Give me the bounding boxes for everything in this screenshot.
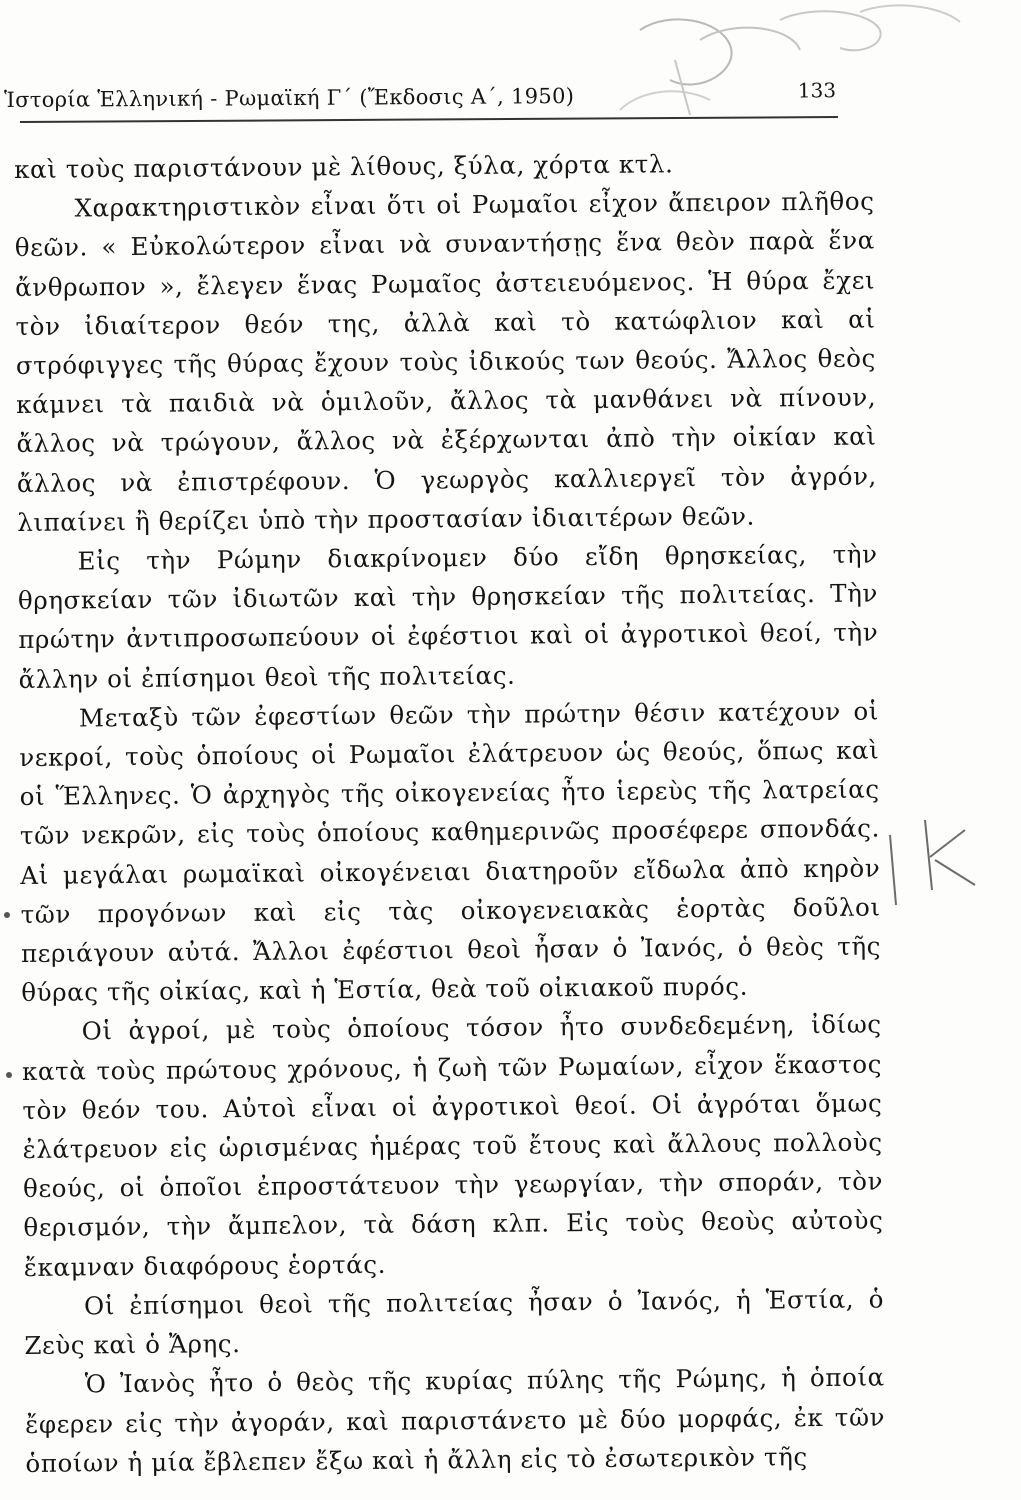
header-rule <box>20 116 838 123</box>
paragraph: Μεταξὺ τῶν ἐφεστίων θεῶν τὴν πρώτην θέσιν κατέχουν οἱ νεκροί, τοὺς ὁποίους οἱ Ρωμαῖοι ἐλάτρευον ὡς θεούς, ὅπως καὶ οἱ Ἕλληνες. Ὁ ἀρχηγὸς τῆς οἰκογενείας ἦτο ἱερεὺς τῆς λατρείας τῶν νεκρῶν, εἰς τοὺς ὁποίους καθημερινῶς προσέφερε σπονδάς. Αἱ μεγάλαι ρωμαϊκαὶ οἰκογένειαι διατηροῦν εἴδωλα ἀπὸ κηρὸν τῶν προγόνων καὶ εἰς τὰς οἰκογενειακὰς ἑορτὰς δοῦλοι περιάγουν αὐτά. Ἄλλοι ἐφέστιοι θεοὶ ἦσαν ὁ Ἰανός, ὁ θεὸς τῆς θύρας τῆς οἰκίας, καὶ ἡ Ἑστία, θεὰ τοῦ οἰκιακοῦ πυρός. <box>19 696 882 1008</box>
page-number: 133 <box>797 78 837 103</box>
body-text <box>14 142 886 1482</box>
paragraph: Χαρακτηριστικὸν εἶναι ὅτι οἱ Ρωμαῖοι εἶχον ἄπειρον πλῆθος θεῶν. « Εὐκολώτερον εἶναι νὰ συναντήσῃς ἕνα θεὸν παρὰ ἕνα ἄνθρωπον », ἔλεγεν ἕνας Ρωμαῖος ἀστειευόμενος. Ἡ θύρα ἔχει τὸν ἰδιαίτερον θεόν της, ἀλλὰ καὶ τὸ κατώφλιον καὶ αἱ στρόφιγγες τῆς θύρας ἔχουν τοὺς ἰδικούς των θεούς. Ἄλλος θεὸς κάμνει τὰ παιδιὰ νὰ ὁμιλοῦν, ἄλλος τὰ μανθάνει νὰ πίνουν, ἄλλος νὰ τρώγουν, ἄλλος νὰ ἐξέρχωνται ἀπὸ τὴν οἰκίαν καὶ ἄλλος νὰ ἐπιστρέφουν. Ὁ γεωργὸς καλλιεργεῖ τὸν ἀγρόν, λιπαίνει ἢ θερίζει ὑπὸ τὴν προστασίαν ἰδιαιτέρων θεῶν. <box>14 186 878 537</box>
paragraph: καὶ τοὺς παριστάνουν μὲ λίθους, ξύλα, χόρτα κτλ. <box>14 149 674 184</box>
running-header <box>4 80 836 116</box>
paper-speck <box>4 912 10 918</box>
margin-pencil-mark <box>880 815 990 915</box>
paragraph: Ὁ Ἰανὸς ἦτο ὁ θεὸς τῆς κυρίας πύλης τῆς Ρώμης, ἡ ὁποία ἔφερεν εἰς τὴν ἀγοράν, καὶ παριστάνετο μὲ δύο μορφάς, ἐκ τῶν ὁποίων ἡ μία ἔβλεπεν ἔξω καὶ ἡ ἄλλη εἰς τὸ ἐσωτερικὸν τῆς <box>24 1362 886 1478</box>
paragraph: Οἱ ἐπίσημοι θεοὶ τῆς πολιτείας ἦσαν ὁ Ἰανός, ἡ Ἑστία, ὁ Ζεὺς καὶ ὁ Ἄρης. <box>24 1284 885 1361</box>
running-title: Ἱστορία Ἑλληνική - Ρωμαϊκή Γ΄ (Ἔκδοσις Α΄, 1950) <box>4 84 575 112</box>
paragraph: Οἱ ἀγροί, μὲ τοὺς ὁποίους τόσον ἦτο συνδεδεμένη, ἰδίως κατὰ τοὺς πρώτους χρόνους, ἡ ζωὴ τῶν Ρωμαίων, εἶχον ἕκαστος τὸν θεόν του. Αὐτοὶ εἶναι οἱ ἀγροτικοὶ θεοί. Οἱ ἀγρόται ὅμως ἐλάτρευον εἰς ὡρισμένας ἡμέρας τοῦ ἔτους καὶ ἄλλους πολλοὺς θεούς, οἱ ὁποῖοι ἐπροστάτευον τὴν γεωργίαν, τὴν σποράν, τὸν θερισμόν, τὴν ἄμπελον, τὰ δάση κλπ. Εἰς τοὺς θεοὺς αὐτοὺς ἔκαμναν διαφόρους ἑορτάς. <box>21 1009 884 1282</box>
paper-speck <box>6 1072 12 1078</box>
paragraph: Εἰς τὴν Ρώμην διακρίνομεν δύο εἴδη θρησκείας, τὴν θρησκείαν τῶν ἰδιωτῶν καὶ τὴν θρησκείαν τῆς πολιτείας. Τὴν πρώτην ἀντιπροσωπεύουν οἱ ἐφέστιοι καὶ οἱ ἀγροτικοὶ θεοί, τὴν ἄλλην οἱ ἐπίσημοι θεοὶ τῆς πολιτείας. <box>17 539 879 694</box>
